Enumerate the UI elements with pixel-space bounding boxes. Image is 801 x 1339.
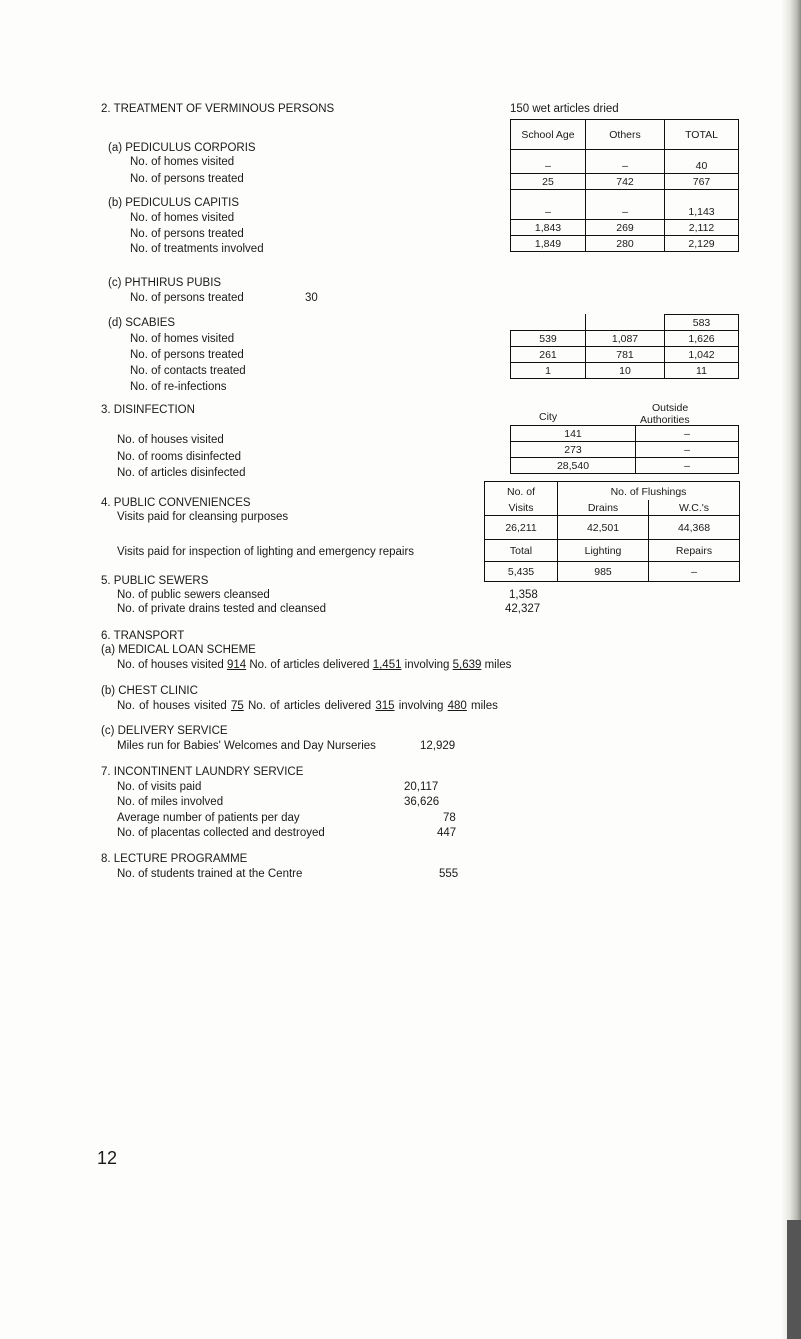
cell: – xyxy=(586,150,665,174)
label: No. of re-infections xyxy=(130,381,227,393)
label: No. of rooms disinfected xyxy=(117,451,242,463)
value: 42,327 xyxy=(505,603,541,615)
label: No. of treatments involved xyxy=(130,243,264,255)
cell: 583 xyxy=(665,315,739,331)
value: 12,929 xyxy=(420,740,456,752)
label: Average number of patients per day xyxy=(117,812,300,824)
cell: 269 xyxy=(586,220,665,236)
label: No. of miles involved xyxy=(117,796,224,808)
cell: 767 xyxy=(665,174,739,190)
public-conveniences-table xyxy=(484,481,740,582)
col-city: City xyxy=(539,411,558,423)
header-cell: W.C.'s xyxy=(649,500,740,516)
cell: 781 xyxy=(586,347,665,363)
chest-clinic-title: (b) CHEST CLINIC xyxy=(101,685,198,697)
cell: – xyxy=(649,562,740,582)
section-3-heading: 3. DISINFECTION xyxy=(101,404,195,416)
label: Miles run for Babies' Welcomes and Day Nurseries xyxy=(117,740,376,752)
col-outside-authorities: Authorities xyxy=(640,414,690,426)
pediculus-capitis-title: (b) PEDICULUS CAPITIS xyxy=(108,197,239,209)
cell: – xyxy=(636,426,739,442)
wet-articles-note: 150 wet articles dried xyxy=(510,103,619,115)
scan-edge-blot xyxy=(787,1220,801,1339)
cell: 261 xyxy=(511,347,586,363)
cell: 273 xyxy=(511,442,636,458)
cell xyxy=(586,315,665,331)
cell: 1,087 xyxy=(586,331,665,347)
header-cell: Lighting xyxy=(558,540,649,562)
cell: 25 xyxy=(511,174,586,190)
value: 447 xyxy=(437,827,457,839)
value: 1,451 xyxy=(372,659,402,671)
cell: 1,843 xyxy=(511,220,586,236)
section-5-heading: 5. PUBLIC SEWERS xyxy=(101,575,209,587)
label: No. of homes visited xyxy=(130,333,235,345)
cell: 742 xyxy=(586,174,665,190)
cell: 1 xyxy=(511,363,586,379)
page-edge-shadow xyxy=(781,0,801,1339)
header-cell: Repairs xyxy=(649,540,740,562)
cell: 1,042 xyxy=(665,347,739,363)
label: No. of houses visited xyxy=(117,434,224,446)
value: 555 xyxy=(439,868,459,880)
value: 480 xyxy=(447,700,467,712)
section-4-heading: 4. PUBLIC CONVENIENCES xyxy=(101,497,251,509)
header-cell: No. of xyxy=(485,482,558,500)
label: No. of contacts treated xyxy=(130,365,246,377)
value: 20,117 xyxy=(404,781,439,793)
cell: 42,501 xyxy=(558,516,649,540)
section-7-heading: 7. INCONTINENT LAUNDRY SERVICE xyxy=(101,766,304,778)
scabies-table xyxy=(510,314,739,379)
delivery-service-title: (c) DELIVERY SERVICE xyxy=(101,725,228,737)
label: No. of placentas collected and destroyed xyxy=(117,827,325,839)
disinfection-table xyxy=(510,425,739,474)
cell: – xyxy=(511,190,586,220)
cell: 2,129 xyxy=(665,236,739,252)
verminous-table xyxy=(510,119,739,252)
cell: 1,143 xyxy=(665,190,739,220)
cell: 26,211 xyxy=(485,516,558,540)
value: 315 xyxy=(375,700,395,712)
value: 30 xyxy=(305,292,318,304)
cell: – xyxy=(636,442,739,458)
cell: 44,368 xyxy=(649,516,740,540)
value: 1,358 xyxy=(509,589,538,601)
label: No. of persons treated xyxy=(130,173,244,185)
cell: 10 xyxy=(586,363,665,379)
cell: 5,435 xyxy=(485,562,558,582)
col-outside: Outside xyxy=(652,402,689,414)
page-number: 12 xyxy=(97,1148,118,1168)
value: 914 xyxy=(226,659,247,671)
label: No. of articles disinfected xyxy=(117,467,246,479)
value: 36,626 xyxy=(404,796,440,808)
label: No. of homes visited xyxy=(130,212,235,224)
medical-loan-line: No. of houses visited 914 No. of articles delivered 1,451 involving 5,639 miles xyxy=(117,659,512,671)
label: No. of persons treated xyxy=(130,228,244,240)
value: 78 xyxy=(443,812,456,824)
label: No. of homes visited xyxy=(130,156,235,168)
header-cell: Drains xyxy=(558,500,649,516)
cell: 1,626 xyxy=(665,331,739,347)
cell: – xyxy=(636,458,739,474)
label: No. of persons treated xyxy=(130,349,244,361)
cell: 1,849 xyxy=(511,236,586,252)
header-cell: TOTAL xyxy=(665,120,739,150)
label: No. of students trained at the Centre xyxy=(117,868,303,880)
label: No. of visits paid xyxy=(117,781,202,793)
cell: 40 xyxy=(665,150,739,174)
pediculus-corporis-title: (a) PEDICULUS CORPORIS xyxy=(108,142,256,154)
value: 5,639 xyxy=(452,659,482,671)
header-cell: Total xyxy=(485,540,558,562)
value: 75 xyxy=(230,700,244,712)
section-8-heading: 8. LECTURE PROGRAMME xyxy=(101,853,248,865)
header-cell: Others xyxy=(586,120,665,150)
header-cell: School Age xyxy=(511,120,586,150)
cell: 280 xyxy=(586,236,665,252)
label: No. of persons treated xyxy=(130,292,244,304)
label: Visits paid for cleansing purposes xyxy=(117,511,289,523)
cell: 985 xyxy=(558,562,649,582)
cell: – xyxy=(586,190,665,220)
phthirus-pubis-title: (c) PHTHIRUS PUBIS xyxy=(108,277,222,289)
label: Visits paid for inspection of lighting and emergency repairs xyxy=(117,546,415,558)
label: No. of private drains tested and cleansed xyxy=(117,603,327,615)
chest-clinic-line: No. of houses visited 75 No. of articles delivered 315 involving 480 miles xyxy=(117,700,498,712)
cell: 11 xyxy=(665,363,739,379)
section-6-heading: 6. TRANSPORT xyxy=(101,630,185,642)
medical-loan-title: (a) MEDICAL LOAN SCHEME xyxy=(101,644,256,656)
cell: 28,540 xyxy=(511,458,636,474)
cell: – xyxy=(511,150,586,174)
cell xyxy=(511,315,586,331)
section-2-heading: 2. TREATMENT OF VERMINOUS PERSONS xyxy=(101,103,335,115)
cell: 141 xyxy=(511,426,636,442)
scabies-title: (d) SCABIES xyxy=(108,317,176,329)
cell: 2,112 xyxy=(665,220,739,236)
cell: 539 xyxy=(511,331,586,347)
header-cell: Visits xyxy=(485,500,558,516)
header-cell: No. of Flushings xyxy=(558,482,740,500)
label: No. of public sewers cleansed xyxy=(117,589,270,601)
